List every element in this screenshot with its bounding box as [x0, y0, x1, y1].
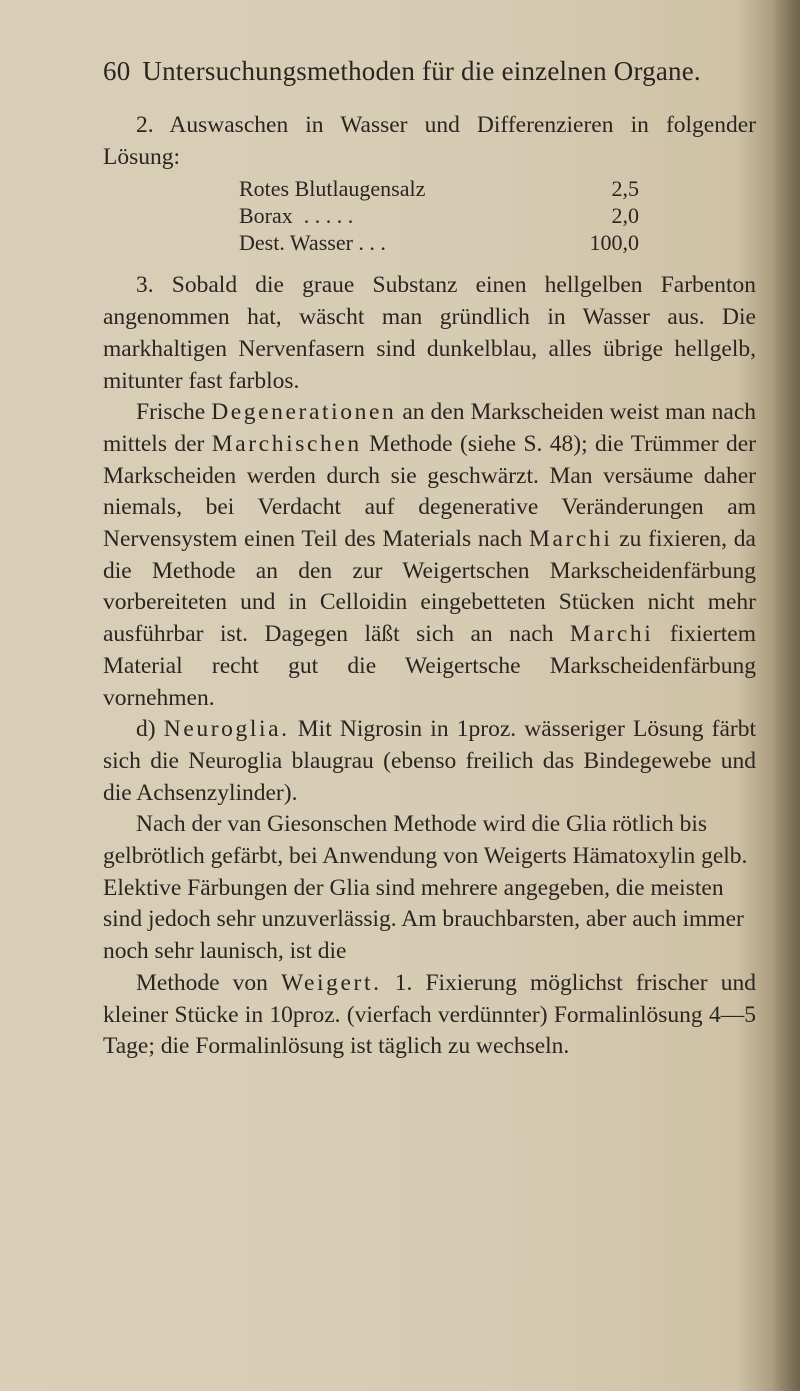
weigert-paragraph: [103, 968, 756, 1063]
text-run: Mit Nigrosin in 1proz. wässeriger Lösung färbt sich die Neuroglia blaugrau (ebenso freilich das Bindegewebe und die Achsenzylinder).: [103, 716, 756, 806]
running-header: [103, 56, 763, 87]
text-run: fixiertem Material recht gut die Weigertsche Markscheidenfärbung vornehmen.: [103, 621, 756, 711]
spaced-term: Marchi: [528, 526, 613, 553]
recipe-amount: 2,0: [611, 203, 639, 229]
spaced-term: Marchischen: [211, 430, 362, 457]
recipe-table: [103, 175, 756, 256]
neuroglia-paragraph: [103, 714, 756, 809]
text-run: 1. Fixierung möglichst frischer und kleiner Stücke in 10proz. (vierfach verdünnter) Formalinlösung 4—5 Tage; die Formalinlösung ist täglich zu wechseln.: [103, 969, 756, 1060]
text-run: d): [136, 716, 164, 743]
running-title: Untersuchungsmethoden für die einzelnen Organe.: [142, 56, 701, 86]
text-run: an den Markscheiden weist man nach mittels der: [103, 399, 756, 457]
spaced-term: Marchi: [569, 621, 654, 648]
recipe-amount: 100,0: [589, 230, 639, 256]
recipe-amount: 2,5: [611, 176, 639, 202]
recipe-ingredient: Rotes Blutlaugensalz: [239, 176, 426, 202]
step-3-paragraph: 3. Sobald die graue Substanz einen hellgelben Farbenton angenommen hat, wäscht man gründlich in Wasser aus. Die markhaltigen Nervenfasern sind dunkelblau, alles übrige hellgelb, mitunter fast farblos.: [103, 272, 756, 394]
gieson-paragraph: Nach der van Giesonschen Methode wird die Glia rötlich bis gelbrötlich gefärbt, bei Anwendung von Weigerts Hämatoxylin gelb. Elektive Färbungen der Glia sind mehrere angegeben, die meisten sind jedoch sehr unzuverlässig. Am brauchbarsten, aber auch immer noch sehr launisch, ist die: [103, 811, 748, 965]
section-heading: Neuroglia.: [163, 716, 290, 743]
text-run: Methode von: [136, 969, 282, 996]
recipe-row: [239, 175, 639, 202]
step-2-paragraph: 2. Auswaschen in Wasser und Differenzieren in folgender Lösung:: [103, 112, 756, 170]
recipe-row: [239, 202, 639, 229]
page-edge-shadow: [772, 0, 800, 1391]
recipe-row: [239, 229, 639, 256]
recipe-ingredient: Borax . . . . .: [239, 203, 354, 229]
spaced-term: Degenerationen: [211, 399, 397, 426]
text-run: Frische: [136, 399, 212, 426]
text-run: zu fixieren, da die Methode an den zur Weigertschen Markscheidenfärbung vorbereiteten und in Celloidin eingebetteten Stücken nicht mehr ausführbar ist. Dagegen läßt sich an nach: [103, 526, 756, 648]
text-run: Methode (siehe S. 48); die Trümmer der Markscheiden werden durch sie geschwärzt. Man versäume daher niemals, bei Verdacht auf degenerative Veränderungen am Nervensystem einen Teil des Materials nach: [103, 430, 756, 553]
body-text: [103, 110, 756, 1063]
marchi-paragraph: [103, 397, 756, 714]
page-number: 60: [103, 56, 131, 86]
spaced-term: Weigert.: [281, 969, 382, 996]
recipe-ingredient: Dest. Wasser . . .: [239, 230, 386, 256]
